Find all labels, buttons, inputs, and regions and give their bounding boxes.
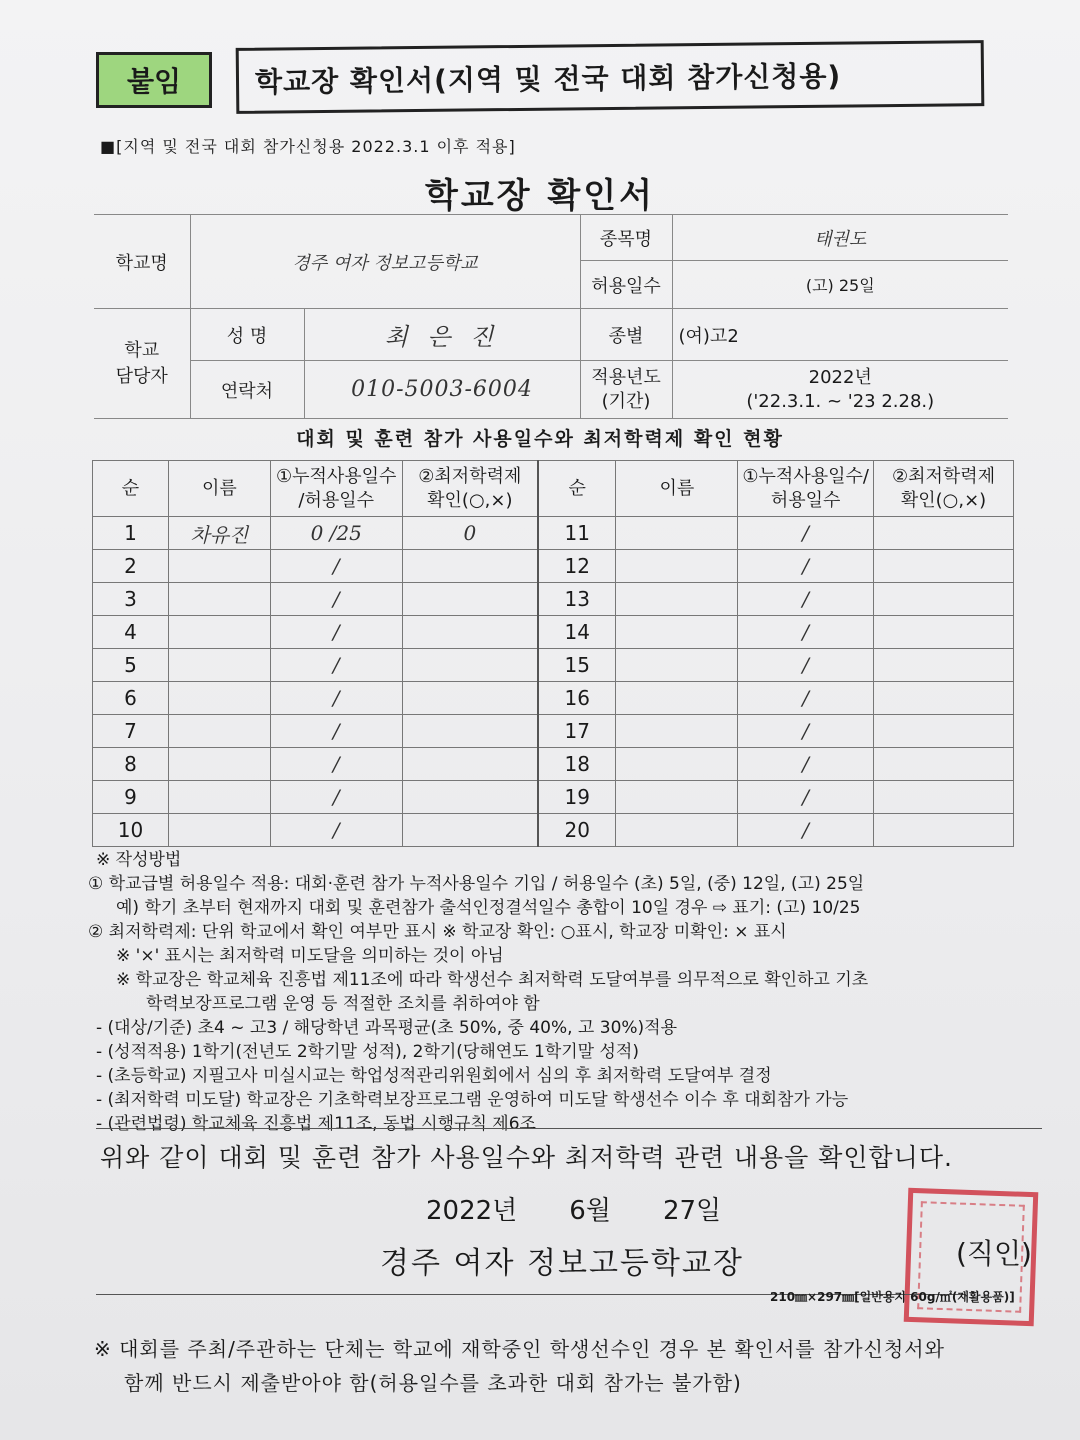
allowed-days-label: 허용일수 (580, 261, 672, 309)
header-title: 학교장 확인서(지역 및 전국 대회 참가신청용) (236, 40, 985, 114)
table-row (93, 748, 1014, 781)
check-cell (874, 781, 1014, 814)
paper-spec: 210㎜×297㎜[일반용지 60g/㎡(재활용품)] (770, 1290, 1015, 1304)
days-cell: / (270, 649, 402, 682)
year-cell (672, 361, 1008, 419)
seq-cell: 3 (93, 583, 169, 616)
detail-4: - (최저학력 미도달) 학교장은 기초학력보장프로그램 운영하여 미도달 학생선수 이수 후 대회참가 가능 (96, 1090, 849, 1110)
days-cell: / (270, 550, 402, 583)
check-cell (402, 583, 538, 616)
name-cell (168, 583, 270, 616)
col-days: ①누적사용일수 /허용일수 (270, 461, 402, 517)
days-cell: / (738, 616, 874, 649)
name-cell (616, 550, 738, 583)
days-cell: 0 /25 (270, 517, 402, 550)
name-cell (616, 814, 738, 847)
seq-cell: 7 (93, 715, 169, 748)
days-cell: / (270, 781, 402, 814)
days-cell: / (738, 781, 874, 814)
document-title: 학교장 확인서 (425, 176, 655, 216)
sport-label: 종목명 (580, 215, 672, 261)
check-cell (402, 748, 538, 781)
detail-3: - (초등학교) 지필고사 미실시교는 학업성적관리위원회에서 심의 후 최저학력 도달여부 결정 (96, 1066, 772, 1086)
check-cell (874, 814, 1014, 847)
days-cell: / (738, 583, 874, 616)
name-cell (168, 814, 270, 847)
check-cell (874, 682, 1014, 715)
note-2-a: ※ '×' 표시는 최저학력 미도달을 의미하는 것이 아님 (116, 946, 504, 966)
seq-cell: 12 (538, 550, 616, 583)
name-cell (168, 748, 270, 781)
name-cell (616, 649, 738, 682)
footer-note (94, 1332, 1054, 1400)
seq-cell: 20 (538, 814, 616, 847)
col-seq-2: 순 (538, 461, 616, 517)
check-cell (402, 781, 538, 814)
seq-cell: 6 (93, 682, 169, 715)
school-name-value: 경주 여자 정보고등학교 (190, 215, 580, 309)
detail-2: - (성적적용) 1학기(전년도 2학기말 성적), 2학기(당해연도 1학기말 성적) (96, 1042, 639, 1062)
days-cell: / (270, 583, 402, 616)
note-1: ① 학교급별 허용일수 적용: 대회·훈련 참가 누적사용일수 기입 / 허용일수 (초) 5일, (중) 12일, (고) 25일 (88, 874, 865, 894)
date-day: 27일 (662, 1196, 722, 1226)
footer-line-1: ※ 대회를 주최/주관하는 단체는 학교에 재학중인 학생선수인 경우 본 확인서를 참가신청서와 (94, 1337, 945, 1361)
check-cell (874, 649, 1014, 682)
year-label: 적용년도 (기간) (580, 361, 672, 419)
name-cell (168, 682, 270, 715)
seq-cell: 19 (538, 781, 616, 814)
table-row (93, 781, 1014, 814)
status-title: 대회 및 훈련 참가 사용일수와 최저학력제 확인 현황 (296, 428, 784, 450)
period-value: ('22.3.1. ~ '23 2.28.) (746, 390, 935, 412)
check-cell (874, 715, 1014, 748)
days-cell: / (270, 814, 402, 847)
note-2-b: ※ 학교장은 학교체육 진흥법 제11조에 따라 학생선수 최저학력 도달여부를 의무적으로 확인하고 기초 (116, 970, 869, 990)
issue-date (426, 1190, 773, 1227)
seq-cell: 11 (538, 517, 616, 550)
seq-cell: 10 (93, 814, 169, 847)
check-cell (874, 583, 1014, 616)
name-cell: 차유진 (168, 517, 270, 550)
date-year: 2022년 (426, 1196, 518, 1226)
name-cell (616, 583, 738, 616)
seq-cell: 9 (93, 781, 169, 814)
detail-5: - (관련법령) 학교체육 진흥법 제11조, 동법 시행규칙 제6조 (96, 1114, 536, 1134)
detail-1: - (대상/기준) 초4 ~ 고3 / 해당학년 과목평균(초 50%, 중 40%, 고 30%)적용 (96, 1018, 678, 1038)
principal-name: 경주 여자 정보고등학교장 (380, 1246, 744, 1281)
col-check: ②최저학력제 확인(○,×) (402, 461, 538, 517)
days-cell: / (270, 715, 402, 748)
name-cell (616, 781, 738, 814)
table-row (93, 814, 1014, 847)
days-cell: / (738, 814, 874, 847)
divider-top (96, 1128, 1042, 1129)
seq-cell: 15 (538, 649, 616, 682)
col-name-2: 이름 (616, 461, 738, 517)
col-name: 이름 (168, 461, 270, 517)
contact-label: 연락처 (190, 361, 304, 419)
name-cell (616, 517, 738, 550)
check-cell (402, 682, 538, 715)
seq-cell: 16 (538, 682, 616, 715)
gender-value: (여)고2 (672, 309, 1008, 361)
manager-name-value: 최 은 진 (304, 309, 580, 361)
seq-cell: 13 (538, 583, 616, 616)
check-cell (874, 616, 1014, 649)
notice-line: ■[지역 및 전국 대회 참가신청용 2022.3.1 이후 적용] (100, 137, 516, 156)
check-cell (874, 517, 1014, 550)
check-cell (402, 715, 538, 748)
check-cell: 0 (402, 517, 538, 550)
name-cell (616, 616, 738, 649)
check-cell (402, 550, 538, 583)
school-name-label: 학교명 (94, 215, 190, 309)
notes-heading: ※ 작성방법 (96, 850, 182, 870)
seq-cell: 4 (93, 616, 169, 649)
status-body (93, 517, 1014, 847)
check-cell (874, 748, 1014, 781)
attachment-tag: 붙임 (96, 52, 212, 108)
name-cell (168, 715, 270, 748)
gender-label: 종별 (580, 309, 672, 361)
date-month: 6월 (569, 1196, 611, 1226)
info-table (94, 214, 1008, 419)
table-row (93, 616, 1014, 649)
days-cell: / (738, 517, 874, 550)
note-2-c: 학력보장프로그램 운영 등 적절한 조치를 취하여야 함 (146, 994, 540, 1014)
days-cell: / (270, 616, 402, 649)
table-row (93, 550, 1014, 583)
name-label: 성 명 (190, 309, 304, 361)
col-days-2: ①누적사용일수/ 허용일수 (738, 461, 874, 517)
days-cell: / (738, 550, 874, 583)
name-cell (168, 649, 270, 682)
name-cell (616, 748, 738, 781)
name-cell (616, 682, 738, 715)
footer-line-2: 함께 반드시 제출받아야 함(허용일수를 초과한 대회 참가는 불가함) (124, 1371, 742, 1395)
year-value: 2022년 (808, 366, 872, 388)
name-cell (168, 616, 270, 649)
seq-cell: 18 (538, 748, 616, 781)
manager-label: 학교 담당자 (94, 309, 190, 419)
note-2: ② 최저학력제: 단위 학교에서 확인 여부만 표시 ※ 학교장 확인: ○표시, 학교장 미확인: × 표시 (88, 922, 787, 942)
notes (88, 848, 1038, 1136)
seq-cell: 1 (93, 517, 169, 550)
check-cell (402, 814, 538, 847)
note-1-example: 예) 학기 초부터 현재까지 대회 및 훈련참가 출석인정결석일수 총합이 10일 경우 ⇨ 표기: (고) 10/25 (116, 898, 861, 918)
col-check-2: ②최저학력제 확인(○,×) (874, 461, 1014, 517)
days-cell: / (270, 682, 402, 715)
sport-value: 태권도 (672, 215, 1008, 261)
col-seq: 순 (93, 461, 169, 517)
allowed-days-value: (고) 25일 (672, 261, 1008, 309)
table-row (93, 682, 1014, 715)
check-cell (402, 616, 538, 649)
table-row (93, 715, 1014, 748)
name-cell (168, 781, 270, 814)
seq-cell: 5 (93, 649, 169, 682)
table-row (93, 649, 1014, 682)
check-cell (874, 550, 1014, 583)
contact-value: 010-5003-6004 (304, 361, 580, 419)
seq-cell: 2 (93, 550, 169, 583)
days-cell: / (738, 682, 874, 715)
seq-cell: 14 (538, 616, 616, 649)
name-cell (616, 715, 738, 748)
name-cell (168, 550, 270, 583)
days-cell: / (738, 748, 874, 781)
status-table (92, 460, 1014, 847)
check-cell (402, 649, 538, 682)
days-cell: / (738, 649, 874, 682)
days-cell: / (270, 748, 402, 781)
table-row (93, 517, 1014, 550)
table-row (93, 583, 1014, 616)
seal-label: (직인) (956, 1237, 1032, 1270)
confirm-statement: 위와 같이 대회 및 훈련 참가 사용일수와 최저학력 관련 내용을 확인합니다. (100, 1143, 953, 1172)
seq-cell: 8 (93, 748, 169, 781)
seq-cell: 17 (538, 715, 616, 748)
days-cell: / (738, 715, 874, 748)
